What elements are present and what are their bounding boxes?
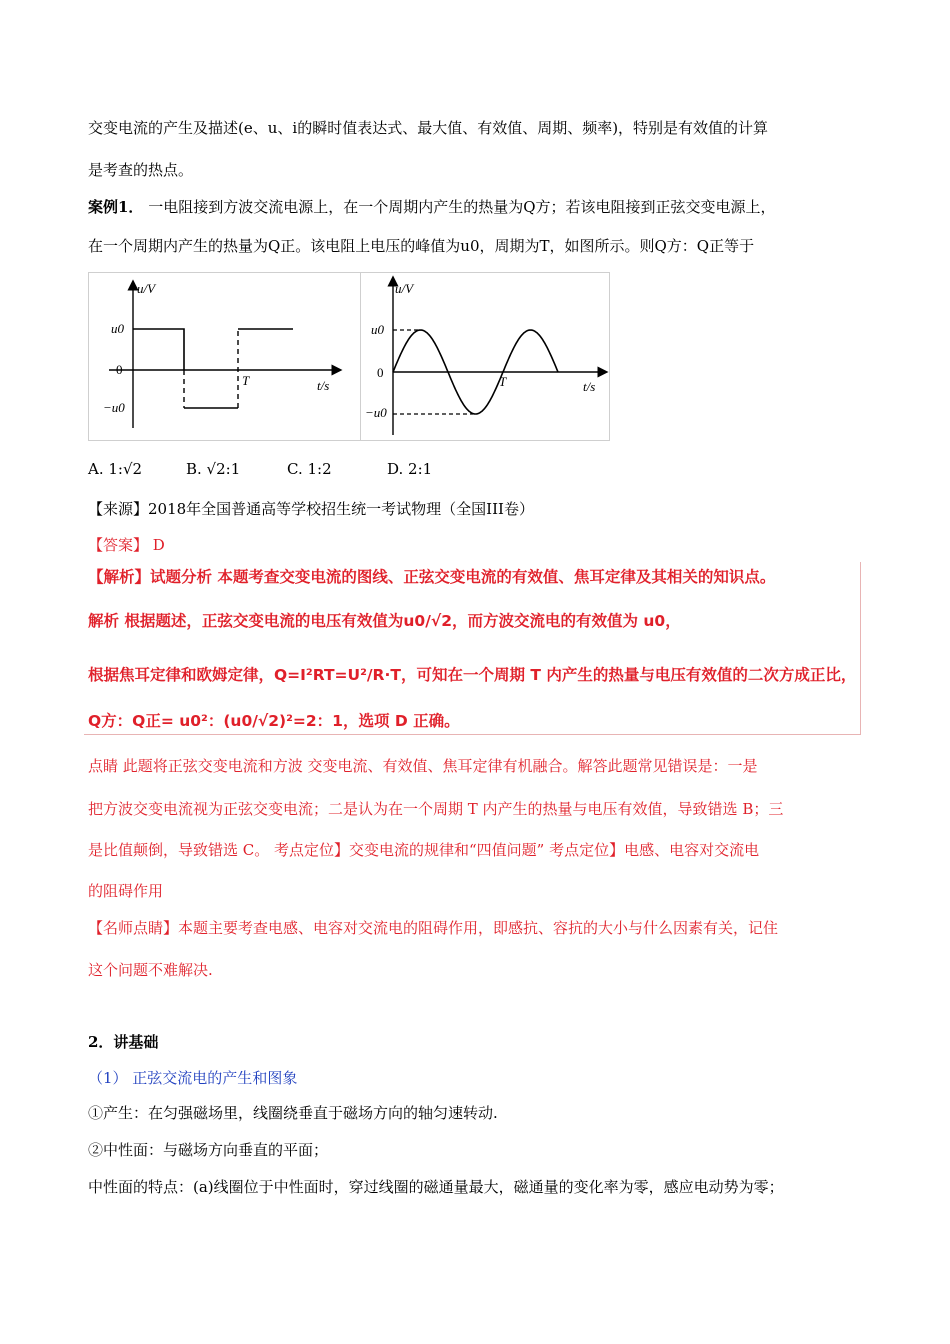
case-1-line-2: 在一个周期内产生的热量为Q正。该电阻上电压的峰值为u0，周期为T，如图所示。则Q方：Q正等于 [88, 237, 755, 255]
intro-line-1: 交变电流的产生及描述(e、u、i的瞬时值表达式、最大值、有效值、周期、频率)，特别是有效值的计算 [88, 119, 769, 137]
case-1-line-1 [88, 197, 776, 217]
intro-line-2: 是考查的热点。 [88, 161, 194, 179]
analysis-line-3: 根据焦耳定律和欧姆定律，Q=I²RT=U²/R·T，可知在一个周期 T 内产生的热量与电压有效值的二次方成正比， [88, 666, 857, 684]
case-1-text-1: 一电阻接到方波交流电源上，在一个周期内产生的热量为Q方；若该电阻接到正弦交变电源上， [148, 198, 776, 216]
section-2-item-1: ①产生：在匀强磁场里，线圈绕垂直于磁场方向的轴匀速转动. [88, 1104, 498, 1122]
u0-label: u0 [111, 321, 124, 336]
origin-label: 0 [116, 362, 123, 377]
teacher-tip-line-1: 【名师点睛】本题主要考查电感、电容对交流电的阻碍作用，即感抗、容抗的大小与什么因素有关，记住 [88, 919, 779, 937]
square-wave-high-1 [133, 329, 184, 370]
answer-line: 【答案】 D [88, 536, 165, 554]
y-label: u/V [395, 281, 414, 296]
neg-u0-label: −u0 [365, 405, 387, 420]
option-c: C. 1:2 [287, 460, 332, 478]
analysis-line-4: Q方：Q正= u0²：(u0/√2)²=2：1，选项 D 正确。 [88, 712, 460, 730]
teacher-tip-line-2: 这个问题不难解决. [88, 961, 213, 979]
section-2-item-3: 中性面的特点：(a)线圈位于中性面时，穿过线圈的磁通量最大，磁通量的变化率为零，感应电动势为零； [88, 1178, 784, 1196]
period-label: T [499, 374, 507, 389]
option-a: A. 1:√2 [88, 460, 143, 478]
sine-wave-graph [361, 273, 609, 440]
section-2-subtitle: （1） 正弦交流电的产生和图象 [88, 1069, 298, 1087]
analysis-line-1: 【解析】试题分析 本题考查交变电流的图线、正弦交变电流的有效值、焦耳定律及其相关的知识点。 [88, 568, 776, 586]
square-wave-graph [89, 273, 361, 440]
sine-wave-figure [360, 272, 610, 441]
tip-line-1: 点睛 此题将正弦交变电流和方波 交变电流、有效值、焦耳定律有机融合。解答此题常见错误是：一是 [88, 757, 758, 775]
x-label: t/s [583, 379, 596, 394]
square-wave-figure [88, 272, 362, 441]
tip-line-2: 把方波交变电流视为正弦交变电流；二是认为在一个周期 T 内产生的热量与电压有效值，导致错选 B；三 [88, 800, 784, 818]
option-b: B. √2:1 [186, 460, 241, 478]
origin-label: 0 [377, 365, 384, 380]
option-d: D. 2:1 [387, 460, 433, 478]
section-2-title: 2．讲基础 [88, 1033, 159, 1051]
y-label: u/V [137, 281, 156, 296]
section-2-item-2: ②中性面：与磁场方向垂直的平面； [88, 1141, 329, 1159]
analysis-line-2: 解析 根据题述，正弦交变电流的电压有效值为u0/√2，而方波交流电的有效值为 u0， [88, 612, 681, 630]
neg-u0-label: −u0 [103, 400, 125, 415]
u0-label: u0 [371, 322, 384, 337]
x-label: t/s [317, 378, 330, 393]
tip-line-3: 是比值颠倒，导致错选 C。 考点定位】交变电流的规律和“四值问题” 考点定位】电感、电容对交流电 [88, 841, 760, 859]
source-line: 【来源】2018年全国普通高等学校招生统一考试物理（全国III卷） [88, 500, 534, 518]
case-1-label: 案例1． [88, 198, 144, 216]
analysis-box [84, 562, 861, 735]
tip-line-4: 的阻碍作用 [88, 882, 164, 900]
period-label: T [242, 373, 250, 388]
